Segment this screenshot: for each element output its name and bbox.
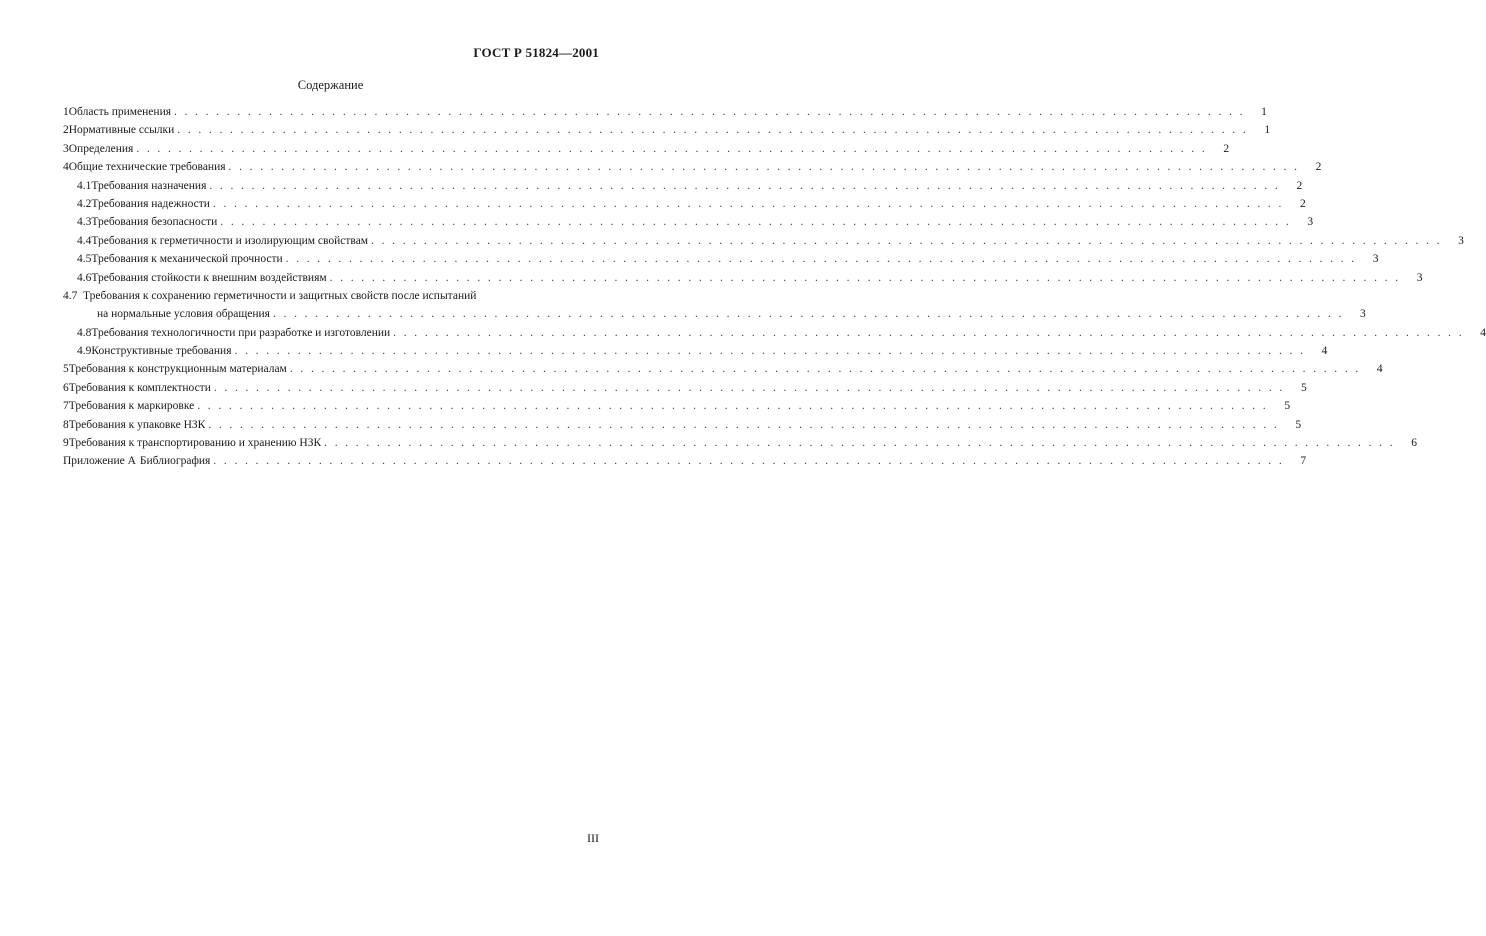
toc-entry-text: Требования надежности <box>91 197 210 210</box>
toc-entry-page: 3 <box>1360 308 1366 321</box>
toc-entry-1[interactable] <box>63 103 1267 121</box>
toc-entry-page: 2 <box>1223 142 1230 155</box>
toc-leader-dots <box>371 232 1442 250</box>
toc-entry-4[interactable] <box>63 158 1322 176</box>
toc-leader-dots <box>393 324 1464 342</box>
toc-entry-page: 3 <box>1416 271 1423 284</box>
toc-leader-dots <box>174 103 1245 121</box>
toc-entry-text: Требования к комплектности <box>68 381 211 394</box>
toc-entry-page: 2 <box>1296 179 1303 192</box>
toc-entry-number: 6 <box>63 381 69 394</box>
toc-entry-number: 4.4 <box>77 234 92 247</box>
toc-entry-text: Конструктивные требования <box>91 345 232 358</box>
toc-entry-number: 4.8 <box>77 326 92 339</box>
toc-entry-4-4[interactable] <box>63 232 1464 250</box>
toc-entry-number: 3 <box>63 142 69 155</box>
toc-leader-dots <box>136 140 1207 158</box>
toc-entry-4-7[interactable] <box>63 287 1366 324</box>
toc-entry-page: 5 <box>1284 400 1291 413</box>
toc-entry-text: Требования к конструкционным материалам <box>68 363 287 376</box>
toc-entry-number: 4.6 <box>77 271 92 284</box>
toc-entry-number: 4.9 <box>77 345 92 358</box>
toc-entry-page: 1 <box>1261 106 1267 118</box>
toc-entry-text: Требования к сохранению герметичности и защитных свойств после испытаний <box>83 289 477 302</box>
toc-entry-text: Требования к маркировке <box>68 400 195 413</box>
toc-entry-text-continued: на нормальные условия обращения <box>97 308 270 321</box>
toc-entry-text: Требования технологичности при разработке и изготовлении <box>91 326 391 339</box>
toc-leader-dots <box>273 305 1344 323</box>
toc-entry-text: Нормативные ссылки <box>68 124 175 137</box>
toc-entry-page: 3 <box>1458 234 1464 247</box>
toc-entry-text: Общие технические требования <box>68 161 226 174</box>
toc-leader-dots <box>324 434 1395 452</box>
toc-entry-number: 9 <box>63 437 69 450</box>
toc-leader-dots <box>220 213 1291 231</box>
toc-entry-text: Требования к герметичности и изолирующим свойствам <box>91 234 369 247</box>
toc-entry-3[interactable] <box>63 140 1230 158</box>
toc-entry-2[interactable] <box>63 121 1271 139</box>
toc-entry-text: Требования безопасности <box>91 216 218 229</box>
toc-leader-dots <box>286 250 1357 268</box>
toc-entry-9[interactable] <box>63 434 1417 452</box>
toc-entry-4-8[interactable] <box>63 324 1486 342</box>
toc-entry-page: 7 <box>1300 455 1307 468</box>
toc-entry-4-9[interactable] <box>63 342 1328 360</box>
toc-title: Содержание <box>297 78 364 92</box>
toc-entry-text: Требования к транспортированию и хранению НЗК <box>68 437 322 450</box>
toc-entry-page: 5 <box>1300 381 1307 394</box>
toc-entry-page: 4 <box>1376 363 1383 376</box>
toc-leader-dots <box>290 360 1361 378</box>
toc-leader-dots <box>197 397 1268 415</box>
toc-entry-number: 1 <box>63 106 69 118</box>
toc-entry-text: Определения <box>68 142 134 155</box>
toc-entry-number: 4.1 <box>77 179 92 192</box>
toc-entry-number: 4.3 <box>77 216 92 229</box>
toc-entry-page: 6 <box>1411 437 1417 450</box>
toc-leader-dots <box>209 177 1280 195</box>
toc-entry-5[interactable] <box>63 360 1383 378</box>
toc-leader-dots <box>229 158 1300 176</box>
toc-leader-dots <box>208 416 1279 434</box>
toc-entry-number: 5 <box>63 363 69 376</box>
toc-entry-4-5[interactable] <box>63 250 1379 268</box>
toc-leader-dots <box>177 121 1248 139</box>
toc-entry-number: 7 <box>63 400 69 413</box>
toc-entry-page: 2 <box>1315 161 1322 174</box>
toc-entry-text: Область применения <box>68 106 172 118</box>
toc-entry-text: Требования назначения <box>91 179 207 192</box>
toc-entry-page: 5 <box>1295 418 1302 431</box>
toc-entry-4-2[interactable] <box>63 195 1306 213</box>
toc-entry-text: Требования к механической прочности <box>91 253 283 266</box>
toc-entry-6[interactable] <box>63 379 1307 397</box>
toc-entry-7[interactable] <box>63 397 1291 415</box>
toc-leader-dots <box>235 342 1306 360</box>
toc-entry-page: 3 <box>1307 216 1314 229</box>
toc-leader-dots <box>213 452 1284 470</box>
toc-entry-page: 1 <box>1264 124 1271 137</box>
toc-entry-page: 4 <box>1321 345 1328 358</box>
toc-entry-page: 2 <box>1300 197 1306 210</box>
toc-entry-number: 8 <box>63 418 69 431</box>
toc-entry-appendix-a[interactable] <box>63 452 1307 470</box>
toc-entry-number: 4.7 <box>63 289 78 302</box>
table-of-contents <box>63 103 1486 471</box>
toc-entry-4-3[interactable] <box>63 213 1314 231</box>
toc-entry-number: 4 <box>63 161 69 174</box>
page-number: III <box>587 831 599 845</box>
toc-entry-text: Библиография <box>139 455 211 468</box>
toc-entry-number: Приложение А <box>63 455 136 468</box>
toc-entry-page: 4 <box>1480 326 1486 339</box>
toc-entry-page: 3 <box>1372 253 1379 266</box>
document-code-header: ГОСТ Р 51824—2001 <box>473 45 599 60</box>
toc-entry-text: Требования стойкости к внешним воздействиям <box>91 271 327 284</box>
toc-leader-dots <box>213 195 1284 213</box>
toc-entry-4-1[interactable] <box>63 177 1303 195</box>
toc-entry-number: 4.5 <box>77 253 92 266</box>
toc-entry-number: 2 <box>63 124 69 137</box>
toc-entry-text: Требования к упаковке НЗК <box>68 418 206 431</box>
toc-entry-8[interactable] <box>63 416 1302 434</box>
toc-entry-number: 4.2 <box>77 197 92 210</box>
toc-leader-dots <box>330 269 1401 287</box>
toc-leader-dots <box>214 379 1285 397</box>
toc-entry-4-6[interactable] <box>63 269 1423 287</box>
